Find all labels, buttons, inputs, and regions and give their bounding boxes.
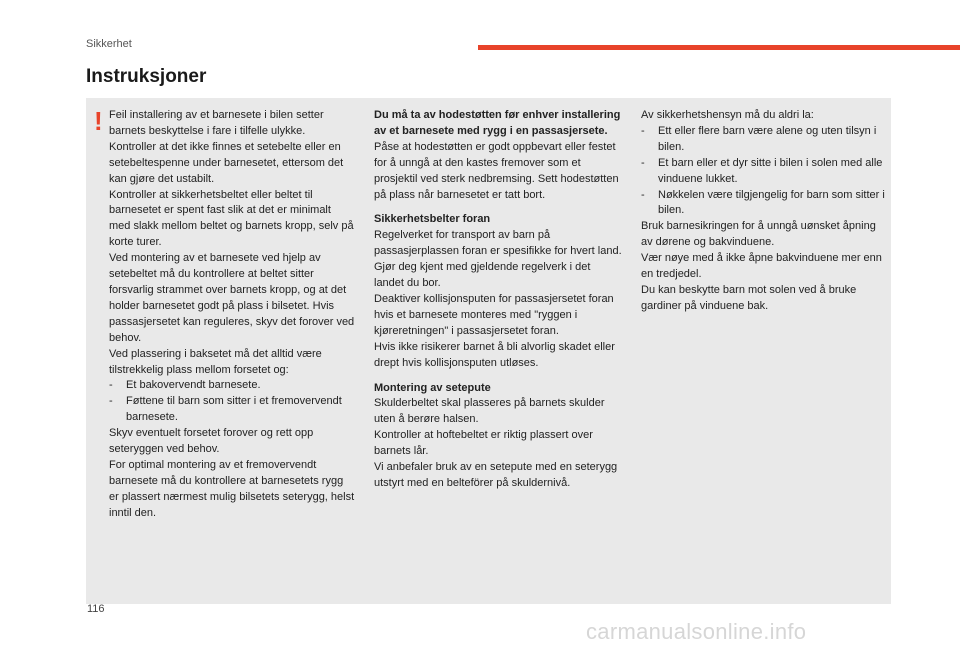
section-heading: Du må ta av hodestøtten før enhver installering av et barnesete med rygg i en passasjersete. <box>374 109 621 137</box>
section-heading: Montering av setepute <box>374 381 491 394</box>
paragraph: For optimal montering av et fremovervendt barnesete må du kontrollere at barnesetets rygg er plassert nærmest mulig bilsetets seterygg, helst inntil den. <box>109 458 355 519</box>
list-item <box>641 188 886 220</box>
paragraph: Deaktiver kollisjonsputen for passasjersetet foran hvis et barnesete monteres med "ryggen i kjøreretningen" i passasjersetet foran. <box>374 292 614 337</box>
paragraph: Regelverket for transport av barn på passasjerplassen foran er spesifikke for hvert land. Gjør deg kjent med gjeldende regelverk i det landet du bor. <box>374 229 622 290</box>
paragraph: Skyv eventuelt forsetet forover og rett opp seteryggen ved behov. <box>109 427 314 456</box>
list-item <box>641 156 886 188</box>
paragraph: Feil installering av et barnesete i bilen setter barnets beskyttelse i fare i tilfelle ulykke. <box>109 109 324 137</box>
list-item-text: Føttene til barn som sitter i et fremovervendt barnesete. <box>126 395 342 424</box>
paragraph: Bruk barnesikringen for å unngå uønsket åpning av dørene og bakvinduene. <box>641 220 876 249</box>
page-number: 116 <box>87 603 105 615</box>
header-accent-bar <box>478 45 960 50</box>
list-dash: - <box>641 188 645 201</box>
paragraph: Påse at hodestøtten er godt oppbevart eller festet for å unngå at den kastes fremover som et prosjektil ved sterk nedbremsing. Sett hodestøtten på plass når barnesetet er tatt bort. <box>374 140 619 201</box>
list-dash: - <box>109 379 113 392</box>
list-dash: - <box>109 395 113 408</box>
list-item <box>109 394 355 426</box>
paragraph: Av sikkerhetshensyn må du aldri la: <box>641 109 814 121</box>
watermark: carmanualsonline.info <box>586 619 807 644</box>
paragraph: Skulderbeltet skal plasseres på barnets skulder uten å berøre halsen. <box>374 397 605 426</box>
list-dash: - <box>641 156 645 169</box>
paragraph: Du kan beskytte barn mot solen ved å bruke gardiner på vinduene bak. <box>641 283 857 312</box>
list-dash: - <box>641 124 645 137</box>
paragraph: Ved montering av et barnesete ved hjelp av setebeltet må du kontrollere at beltet sitter forsvarlig strammet over barnets kropp, og at det holder barnesetet godt på plass i bilsetet. Hvis passasjersetet kan reguleres, skyv det forover ved behov. <box>109 252 355 344</box>
paragraph: Vær nøye med å ikke åpne bakvinduene mer enn en tredjedel. <box>641 252 882 281</box>
column-3 <box>641 108 886 315</box>
column-1 <box>109 108 355 522</box>
list-item-text: Et bakovervendt barnesete. <box>126 379 261 392</box>
list-item-text: Et barn eller et dyr sitte i bilen i solen med alle vinduene lukket. <box>658 156 883 185</box>
paragraph: Hvis ikke risikerer barnet å bli alvorlig skadet eller drept hvis kollisjonsputen utløses. <box>374 340 615 369</box>
section-label: Sikkerhet <box>86 38 132 50</box>
paragraph: Kontroller at sikkerhetsbeltet eller beltet til barnesetet er spent fast slik at det er minimalt med slakk mellom beltet og barnets kropp, selv på korte turer. <box>109 188 354 249</box>
list-item-text: Ett eller flere barn være alene og uten tilsyn i bilen. <box>658 124 877 153</box>
paragraph: Ved plassering i baksetet må det alltid være tilstrekkelig plass mellom forsetet og: <box>109 347 322 376</box>
list-item-text: Nøkkelen være tilgjengelig for barn som sitter i bilen. <box>658 188 885 217</box>
paragraph: Kontroller at det ikke finnes et setebelte eller en setebeltespenne under barnesetet, ettersom det kan gjøre det ustabilt. <box>109 140 344 185</box>
paragraph: Kontroller at hoftebeltet er riktig plassert over barnets lår. <box>374 429 593 458</box>
paragraph: Vi anbefaler bruk av en setepute med en seterygg utstyrt med en belteförer på skuldernivå. <box>374 461 618 489</box>
exclamation-warning-icon: ! <box>94 106 103 136</box>
page-title: Instruksjoner <box>86 66 207 87</box>
list-item <box>641 124 886 156</box>
list-item <box>109 378 355 394</box>
section-heading: Sikkerhetsbelter foran <box>374 213 491 226</box>
column-2 <box>374 108 622 492</box>
